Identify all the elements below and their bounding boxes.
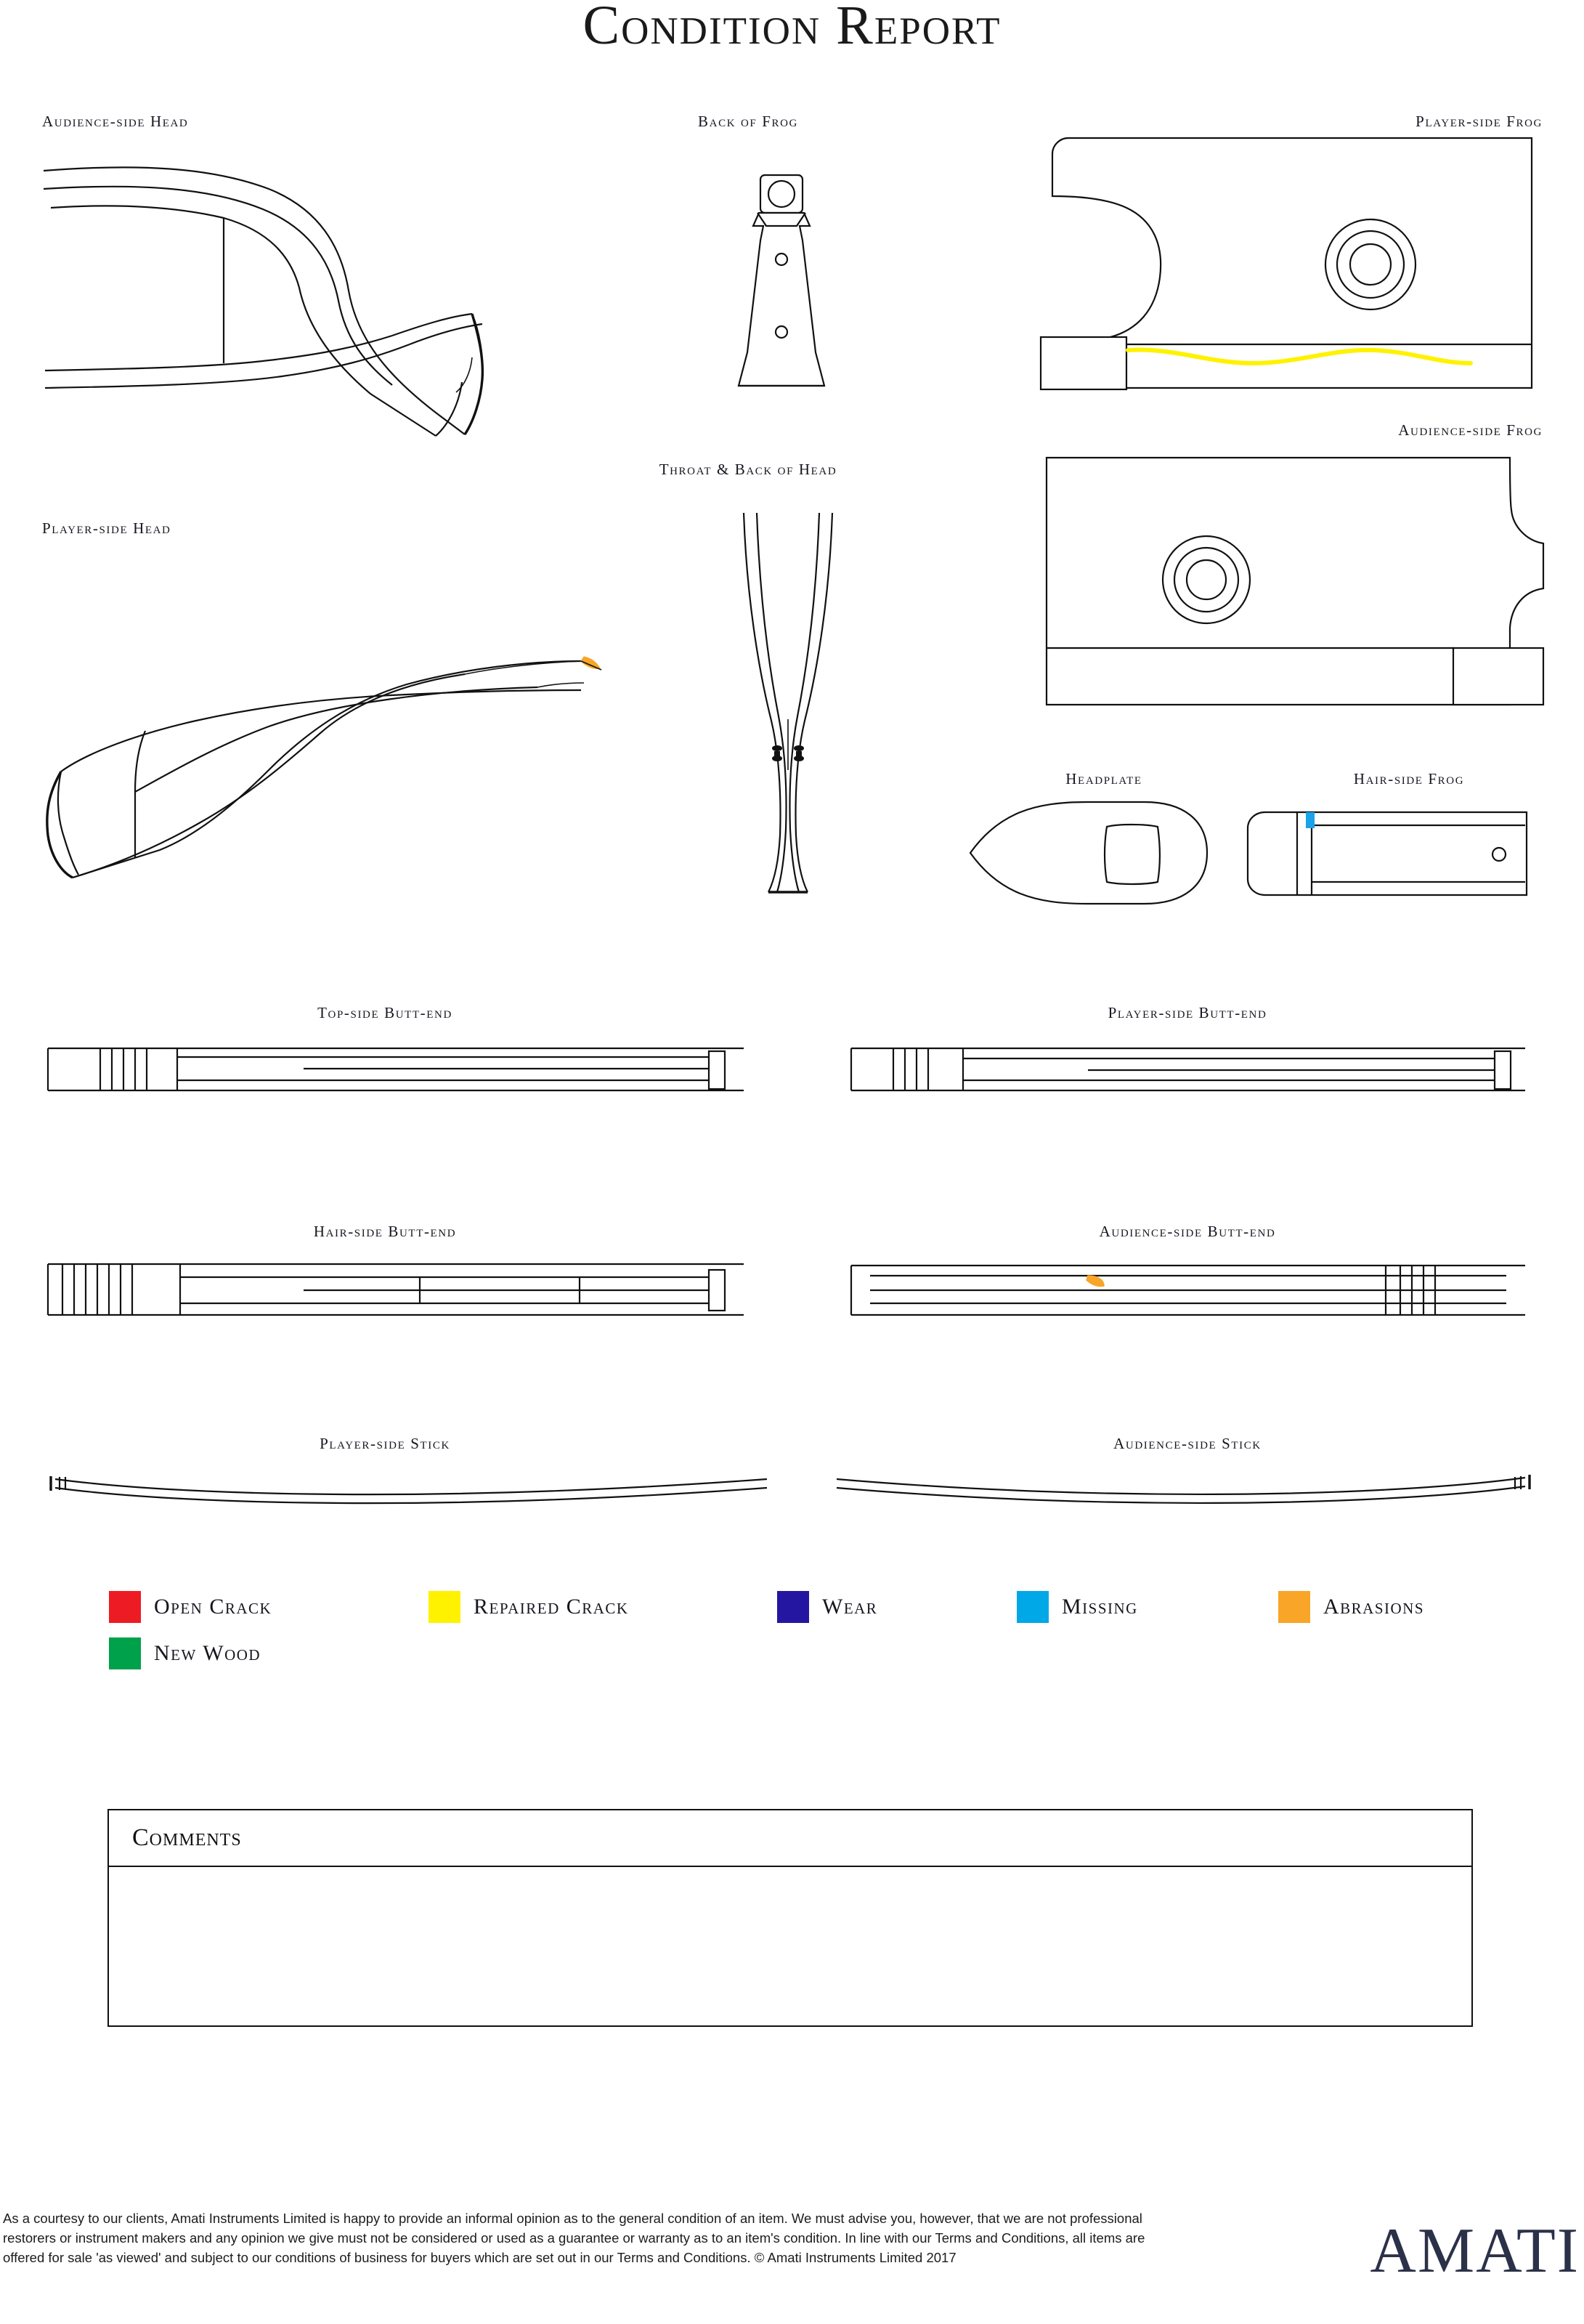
- diagram-hair-side-frog: [1243, 806, 1534, 901]
- page-title: Condition Report: [582, 0, 1002, 56]
- diagram-hair-side-butt-end: [42, 1255, 732, 1321]
- legend: [109, 1591, 1489, 1684]
- legend-row-1: [109, 1591, 1489, 1623]
- swatch-wear-icon: [777, 1591, 809, 1623]
- legend-label-new-wood: New Wood: [154, 1641, 261, 1665]
- caption-hair-side-butt-end: Hair-side Butt-end: [313, 1223, 457, 1240]
- caption-audience-side-butt-end: Audience-side Butt-end: [1099, 1223, 1276, 1240]
- diagram-back-of-frog: [715, 171, 853, 403]
- amati-logo: AMATI: [1370, 2216, 1580, 2286]
- diagram-headplate: [957, 799, 1219, 908]
- swatch-missing-icon: [1017, 1591, 1049, 1623]
- diagram-audience-side-butt-end: [848, 1255, 1524, 1321]
- legend-item-open-crack: [109, 1591, 429, 1623]
- legend-row-2: [109, 1637, 1489, 1669]
- caption-top-side-butt-end: Top-side Butt-end: [317, 1004, 452, 1021]
- caption-player-side-butt-end: Player-side Butt-end: [1108, 1004, 1267, 1021]
- caption-hair-side-frog: Hair-side Frog: [1353, 770, 1465, 788]
- caption-audience-side-frog: Audience-side Frog: [1398, 421, 1543, 439]
- legend-label-missing: Missing: [1062, 1595, 1138, 1619]
- legend-label-repaired-crack: Repaired Crack: [474, 1595, 629, 1619]
- diagram-player-side-butt-end: [848, 1035, 1524, 1101]
- legend-label-wear: Wear: [822, 1595, 878, 1619]
- diagram-audience-side-frog: [1035, 450, 1543, 712]
- legend-item-abrasions: [1278, 1591, 1424, 1623]
- diagram-top-side-butt-end: [42, 1035, 732, 1101]
- comments-box: [107, 1809, 1473, 2027]
- comments-heading: [109, 1810, 1471, 1867]
- caption-player-side-head: Player-side Head: [42, 519, 171, 537]
- swatch-abrasions-icon: [1278, 1591, 1310, 1623]
- legend-label-abrasions: Abrasions: [1323, 1595, 1425, 1619]
- swatch-new-wood-icon: [109, 1637, 141, 1669]
- caption-audience-side-stick: Audience-side Stick: [1113, 1435, 1262, 1452]
- caption-throat-back-of-head: Throat & Back of Head: [659, 461, 837, 478]
- caption-audience-side-head: Audience-side Head: [42, 113, 189, 130]
- legend-item-new-wood: [109, 1637, 261, 1669]
- caption-back-of-frog: Back of Frog: [698, 113, 798, 130]
- diagram-throat-back-of-head: [726, 509, 850, 894]
- diagram-player-side-stick: [42, 1466, 761, 1507]
- swatch-repaired-crack-icon: [429, 1591, 460, 1623]
- caption-player-side-frog: Player-side Frog: [1416, 113, 1543, 130]
- caption-headplate: Headplate: [1065, 770, 1142, 788]
- caption-player-side-stick: Player-side Stick: [320, 1435, 450, 1452]
- legend-item-missing: [1017, 1591, 1278, 1623]
- comments-heading-label: Comments: [132, 1824, 242, 1851]
- footer-disclaimer: As a courtesy to our clients, Amati Instruments Limited is happy to provide an informal opinion as to the general condition of an item. We must advise you, however, that we are not professional restorers or instrument makers and any opinion we give must not be considered or used as a guarantee or warranty as to an item's condition. In line with our Terms and Conditions, all items are offered for sale 'as viewed' and subject to our conditions of business for buyers which are set out in our Terms and Conditions. © Amati Instruments Limited 2017: [3, 2211, 1145, 2265]
- diagram-player-side-frog: [1035, 132, 1543, 401]
- legend-item-repaired-crack: [429, 1591, 777, 1623]
- diagram-audience-side-head: [29, 145, 596, 458]
- legend-item-wear: [777, 1591, 1017, 1623]
- diagram-player-side-head: [29, 552, 603, 857]
- legend-label-open-crack: Open Crack: [154, 1595, 272, 1619]
- diagram-audience-side-stick: [834, 1466, 1538, 1507]
- comments-input[interactable]: [109, 1867, 1471, 2027]
- swatch-open-crack-icon: [109, 1591, 141, 1623]
